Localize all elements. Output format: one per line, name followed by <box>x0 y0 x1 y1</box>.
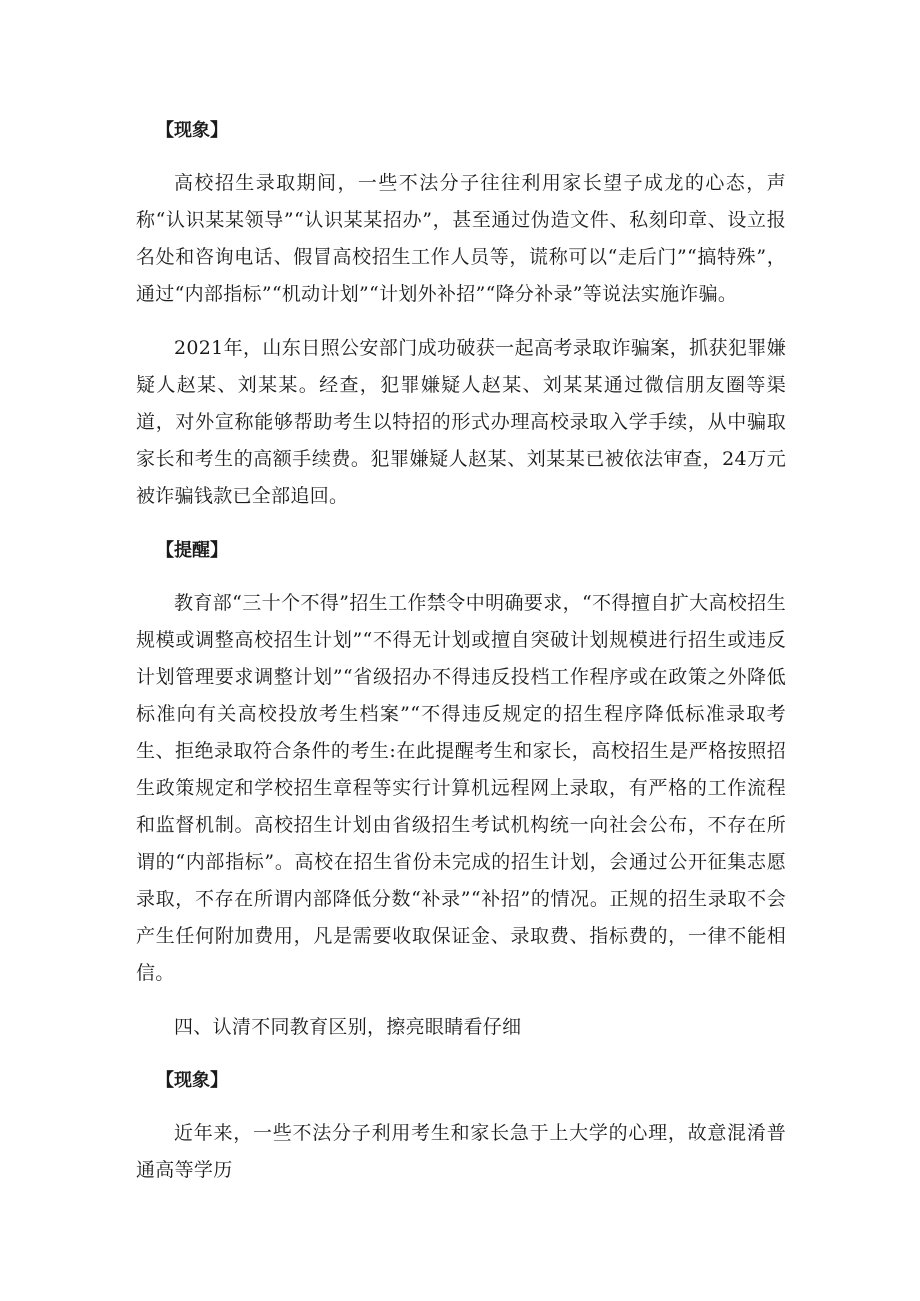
section-heading-phenomenon-2: 【现象】 <box>156 1070 228 1091</box>
paragraph-reminder: 教育部“三十个不得”招生工作禁令中明确要求，“不得擅自扩大高校招生规模或调整高校招生计划”“不得无计划或擅自突破计划规模进行招生或违反计划管理要求调整计划”“省级招办不得违反投档工作程序或在政策之外降低标准向有关高校投放考生档案”“不得违反规定的招生程序降低标准录取考生、拒绝录取符合条件的考生:在此提醒考生和家长，高校招生是严格按照招生政策规定和学校招生章程等实行计算机远程网上录取，有严格的工作流程和监督机制。高校招生计划由省级招生考试机构统一向社会公布，不存在所谓的“内部指标”。高校在招生省份未完成的招生计划，会通过公开征集志愿录取，不存在所谓内部降低分数“补录”“补招”的情况。正规的招生录取不会产生任何附加费用，凡是需要收取保证金、录取费、指标费的，一律不能相信。 <box>136 592 786 984</box>
section-title-education-difference: 四、认清不同教育区别，擦亮眼睛看仔细 <box>174 1016 522 1038</box>
section-heading-phenomenon: 【现象】 <box>156 120 228 141</box>
paragraph-phenomenon-description: 高校招生录取期间，一些不法分子往往利用家长望子成龙的心态，声称“认识某某领导”“认识某某招办”，甚至通过伪造文件、私刻印章、设立报名处和咨询电话、假冒高校招生工作人员等，谎称可以“走后门”“搞特殊”，通过“内部指标”“机动计划”“计划外补招”“降分补录”等说法实施诈骗。 <box>136 172 786 305</box>
paragraph-case-example: 2021年，山东日照公安部门成功破获一起高考录取诈骗案，抓获犯罪嫌疑人赵某、刘某某。经查，犯罪嫌疑人赵某、刘某某通过微信朋友圈等渠道，对外宣称能够帮助考生以特招的形式办理高校录取入学手续，从中骗取家长和考生的高额手续费。犯罪嫌疑人赵某、刘某某已被依法审查，24万元被诈骗钱款已全部追回。 <box>136 337 786 507</box>
section-heading-reminder: 【提醒】 <box>156 540 228 561</box>
paragraph-phenomenon-2: 近年来，一些不法分子利用考生和家长急于上大学的心理，故意混淆普通高等学历 <box>136 1122 786 1181</box>
